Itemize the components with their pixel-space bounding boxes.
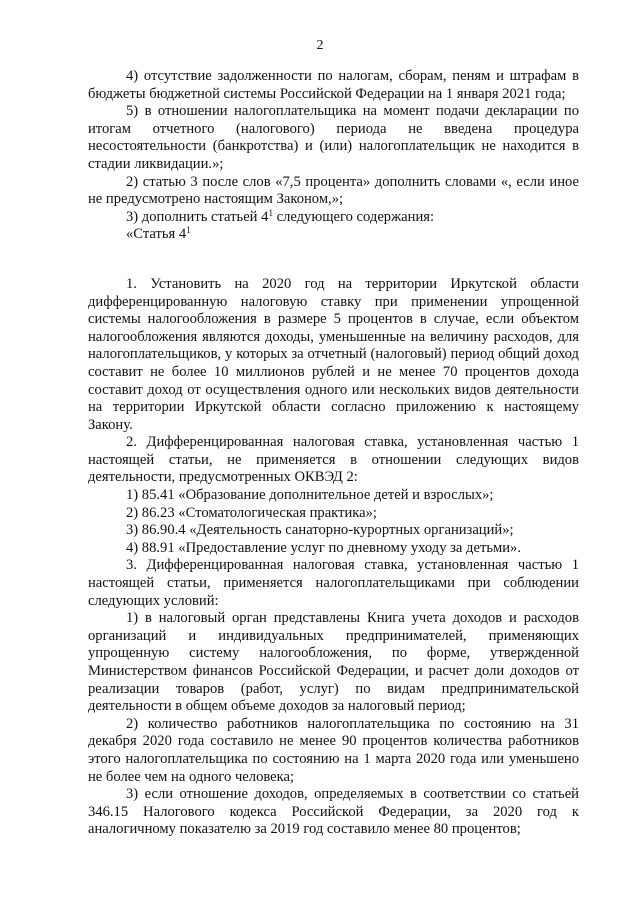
article-heading [88, 226, 579, 244]
article-heading-text: «Статья 4 [126, 226, 187, 243]
paragraph-amendment-2: 2) статью 3 после слов «7,5 процента» дополнить словами «, если иное не предусмотрено настоящим Законом,»; [88, 173, 579, 208]
article-heading-superscript: 1 [186, 225, 191, 236]
paragraph-amendment-3 [88, 209, 579, 227]
paragraph-condition-5: 5) в отношении налогоплательщика на момент подачи декларации по итогам отчетного (налогового) периода не введена процедура несостоятельности (банкротства) и (или) налогоплательщик не находится в стадии ликвидации.»; [88, 103, 579, 172]
document-body [88, 68, 579, 839]
paragraph-part-3: 3. Дифференцированная налоговая ставка, установленная частью 1 настоящей статьи, применяется налогоплательщиками при соблюдении следующих условий: [88, 557, 579, 609]
list-item-okved-85-41: 1) 85.41 «Образование дополнительное детей и взрослых»; [126, 487, 494, 504]
list-item-condition-2: 2) количество работников налогоплательщика по состоянию на 31 декабря 2020 года составило не менее 90 процентов количества работников этого налогоплательщика по состоянию на 1 марта 2020 года или уменьшено не более чем на одного человека; [88, 715, 579, 785]
paragraph-condition-4: 4) отсутствие задолженности по налогам, сборам, пеням и штрафам в бюджеты бюджетной системы Российской Федерации на 1 января 2021 года; [88, 68, 579, 102]
amendment-3-text-after: следующего содержания: [272, 208, 435, 225]
section-gap [88, 244, 579, 276]
amendment-3-text-before: 3) дополнить статьей 4 [126, 208, 269, 225]
list-item-okved-86-23: 2) 86.23 «Стоматологическая практика»; [126, 504, 377, 521]
list-item-okved-86-90-4: 3) 86.90.4 «Деятельность санаторно-курортных организаций»; [126, 522, 514, 539]
list-item-condition-3: 3) если отношение доходов, определяемых в соответствии со статьей 346.15 Налогового кодекса Российской Федерации, за 2020 год к аналогичному показателю за 2019 год составило менее 80 процентов; [88, 786, 579, 838]
list-item-okved-88-91: 4) 88.91 «Предоставление услуг по дневному уходу за детьми». [126, 539, 521, 556]
page-number: 2 [316, 38, 324, 53]
list-item-condition-1: 1) в налоговый орган представлены Книга учета доходов и расходов организаций и индивидуальных предпринимателей, применяющих упрощенную систему налогообложения, по форме, утвержденной Министерством финансов Российской Федерации, и расчет доли доходов от реализации товаров (работ, услуг) по видам предпринимательской деятельности в общем объеме доходов за налоговый период; [88, 610, 579, 715]
amendment-3-superscript: 1 [268, 207, 273, 218]
paragraph-part-1: 1. Установить на 2020 год на территории Иркутской области дифференцированную налоговую ставку при применении упрощенной системы налогообложения в размере 5 процентов в случае, если объектом налогообложения являются доходы, уменьшенные на величину расходов, для налогоплательщиков, у которых за отчетный (налоговый) период общий доход составит не более 10 миллионов рублей и не менее 70 процентов дохода составит доход от осуществления одного или нескольких видов деятельности на территории Иркутской области согласно приложению к настоящему Закону. [88, 275, 579, 433]
paragraph-part-2: 2. Дифференцированная налоговая ставка, установленная частью 1 настоящей статьи, не применяется в отношении следующих видов деятельности, предусмотренных ОКВЭД 2: [88, 434, 579, 486]
